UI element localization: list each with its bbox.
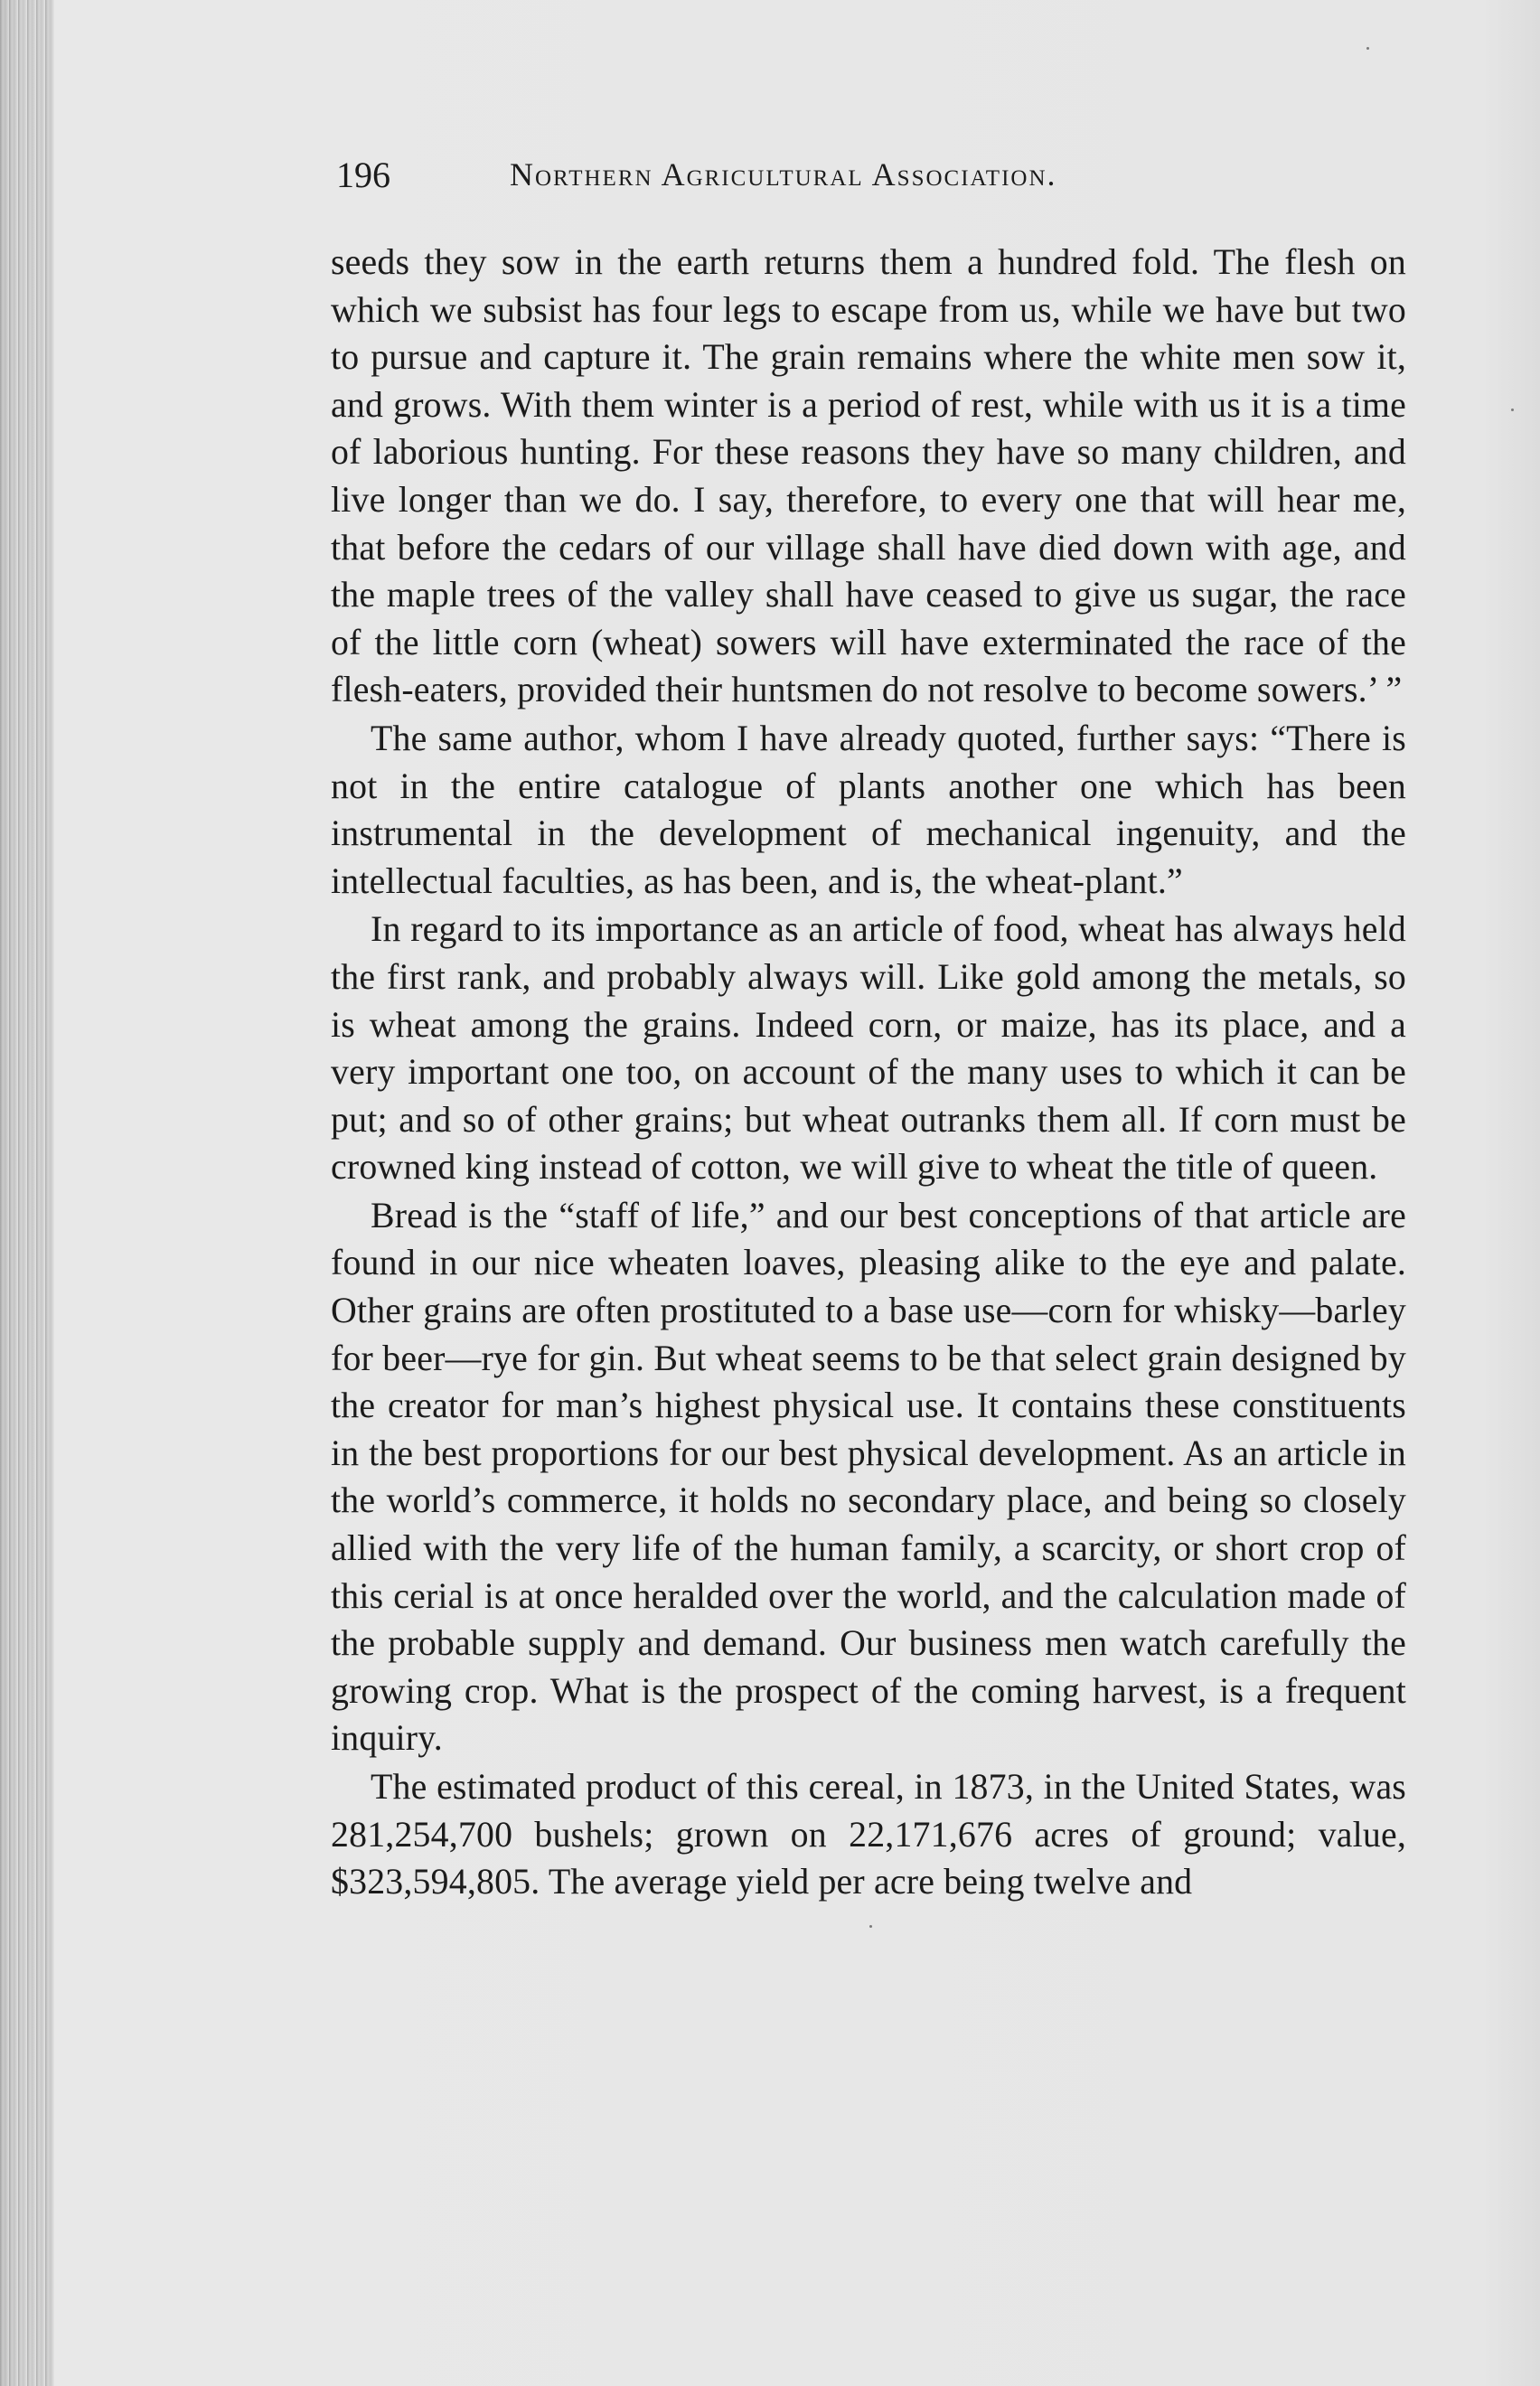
paper-speck (1366, 47, 1369, 50)
paragraph-estimated-product: The estimated product of this cereal, in 1873, in the United States, was 281,254,700 bushels; grown on 22,171,676 acres of ground; value, $323,594,805. The average yield per acre being twelve and (331, 1767, 1406, 1902)
page-header (336, 154, 1412, 208)
paragraph-author-quote: The same author, whom I have already quoted, further says: “There is not in the entire catalogue of plants another one which has been instrumental in the development of mechanical ingenuity, and the intellectual faculties, as has been, and is, the wheat-plant.” (331, 718, 1406, 901)
page-number: 196 (336, 155, 390, 195)
paper-speck (869, 1925, 872, 1928)
page-binding-edge (0, 0, 54, 2386)
paper-speck (1511, 409, 1514, 411)
paragraph-continued: seeds they sow in the earth returns them a hundred fold. The flesh on which we subsist has four legs to escape from us, while we have but two to pursue and capture it. The grain remains where the white men sow it, and grows. With them winter is a period of rest, while with us it is a time of laborious hunting. For these reasons they have so many children, and live longer than we do. I say, therefore, to every one that will hear me, that before the cedars of our village shall have died down with age, and the maple trees of the valley shall have ceased to give us sugar, the race of the little corn (wheat) sowers will have exterminated the race of the flesh-eaters, provided their huntsmen do not resolve to become sowers.’ ” (331, 242, 1406, 710)
paragraph-importance: In regard to its importance as an article of food, wheat has always held the first rank, and probably always will. Like gold among the metals, so is wheat among the grains. Indeed corn, or maize, has its place, and a very important one too, on account of the many uses to which it can be put; and so of other grains; but wheat outranks them all. If corn must be crowned king instead of cotton, we will give to wheat the title of queen. (331, 909, 1406, 1188)
paragraph-bread: Bread is the “staff of life,” and our best conceptions of that article are found in our nice wheaten loaves, pleasing alike to the eye and palate. Other grains are often prostituted to a base use—corn for whisky—barley for beer—rye for gin. But wheat seems to be that select grain designed by the creator for man’s highest physical use. It contains these constituents in the best proportions for our best physical development. As an article in the world’s commerce, it holds no secondary place, and being so closely allied with the very life of the human family, a scarcity, or short crop of this cerial is at once heralded over the world, and the calculation made of the probable supply and demand. Our business men watch carefully the growing crop. What is the prospect of the coming harvest, is a frequent inquiry. (331, 1195, 1406, 1759)
running-head: Northern Agricultural Association. (510, 156, 1057, 193)
body-text (331, 239, 1406, 1906)
